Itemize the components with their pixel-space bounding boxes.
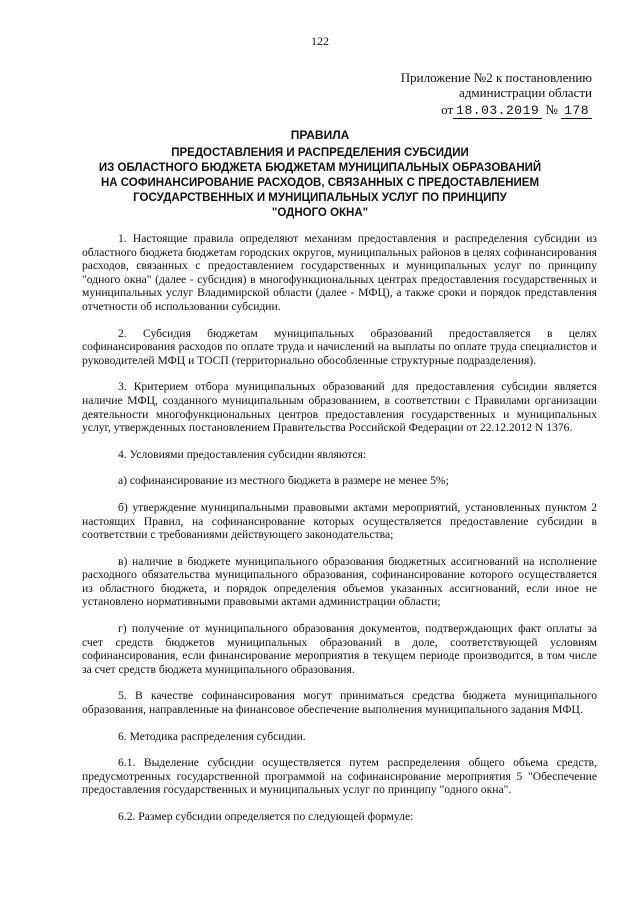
document-body bbox=[82, 232, 597, 837]
paragraph-1: 1. Настоящие правила определяют механизм предоставления и распределения субсидии из областного бюджета бюджетам городских округов, муниципальных районов в целях софинансирования расходов, связанных с предоставлением государственных и муниципальных услуг по принципу "одного окна" (далее - субсидия) в многофункциональных центрах предоставления государственных и муниципальных услуг Владимирской области (далее - МФЦ), а также сроки и порядок представления отчетности об использовании субсидии. bbox=[82, 232, 597, 313]
appendix-line-2: администрации области bbox=[459, 85, 592, 100]
paragraph-6-2: 6.2. Размер субсидии определяется по следующей формуле: bbox=[118, 810, 414, 823]
paragraph-6: 6. Методика распределения субсидии. bbox=[118, 729, 306, 743]
appendix-line-1: Приложение №2 к постановлению bbox=[400, 70, 592, 85]
title-line: НА СОФИНАНСИРОВАНИЕ РАСХОДОВ, СВЯЗАННЫХ С ПРЕДОСТАВЛЕНИЕМ bbox=[100, 177, 540, 189]
appendix-dateline bbox=[312, 102, 592, 118]
from-label: от bbox=[441, 102, 454, 117]
document-title bbox=[60, 128, 580, 221]
paragraph-3: 3. Критерием отбора муниципальных образований для предоставления субсидии является наличие МФЦ, созданного муниципальным образованием, в соответствии с Правилами организации деятельности многофункциональных центров предоставления государственных и муниципальных услуг, утвержденных постановлением Правительства Российской Федерации от 22.12.2012 N 1376. bbox=[82, 380, 597, 435]
title-line: ИЗ ОБЛАСТНОГО БЮДЖЕТА БЮДЖЕТАМ МУНИЦИПАЛЬНЫХ ОБРАЗОВАНИЙ bbox=[98, 162, 542, 174]
title-line: ГОСУДАРСТВЕННЫХ И МУНИЦИПАЛЬНЫХ УСЛУГ ПО ПРИНЦИПУ bbox=[133, 192, 507, 204]
paragraph-5: 5. В качестве софинансирования могут приниматься средства бюджета муниципального образования, направленные на финансовое обеспечение выполнения муниципального задания МФЦ. bbox=[82, 689, 597, 717]
title-line: "ОДНОГО ОКНА" bbox=[271, 207, 369, 219]
title-main: ПРАВИЛА bbox=[290, 128, 350, 142]
paragraph-4d: г) получение от муниципального образования документов, подтверждающих факт оплаты за счет средств бюджетов муниципальных образований в доле, соответствующей условиям софинансирования, если финансирование мероприятия в текущем периоде производится, в том числе за счет средств бюджета муниципального образования. bbox=[82, 622, 597, 676]
decree-number: 178 bbox=[561, 103, 592, 119]
paragraph-4b: б) утверждение муниципальными правовыми актами мероприятий, установленных пунктом 2 настоящих Правил, на софинансирование которых осуществляется предоставление субсидии в соответствии с требованиями действующего законодательства; bbox=[82, 500, 597, 542]
decree-date: 18.03.2019 bbox=[453, 103, 542, 119]
title-line: ПРЕДОСТАВЛЕНИЯ И РАСПРЕДЕЛЕНИЯ СУБСИДИИ bbox=[171, 147, 469, 159]
paragraph-6-1: 6.1. Выделение субсидии осуществляется путем распределения общего объема средств, предусмотренных государственной программой на софинансирование мероприятия 5 "Обеспечение предоставления государственных и муниципальных услуг по принципу "одного окна". bbox=[82, 756, 597, 797]
paragraph-4c: в) наличие в бюджете муниципального образования бюджетных ассигнований на исполнение расходного обязательства муниципального образования, софинансирование которого осуществляется из областного бюджета, и порядок определения объемов указанных ассигнований, если иное не установлено нормативными правовыми актами администрации области; bbox=[82, 554, 597, 609]
number-label: № bbox=[545, 102, 558, 117]
page-number: 122 bbox=[311, 34, 329, 48]
paragraph-2: 2. Субсидия бюджетам муниципальных образований предоставляется в целях софинансирования расходов по оплате труда и начислений на выплаты по оплате труда специалистов и руководителей МФЦ и ТОСП (территориально обособленные структурные подразделения). bbox=[82, 326, 597, 367]
paragraph-4: 4. Условиями предоставления субсидии являются: bbox=[118, 447, 367, 461]
appendix-header bbox=[312, 70, 592, 118]
paragraph-4a: а) софинансирование из местного бюджета в размере не менее 5%; bbox=[118, 474, 449, 488]
